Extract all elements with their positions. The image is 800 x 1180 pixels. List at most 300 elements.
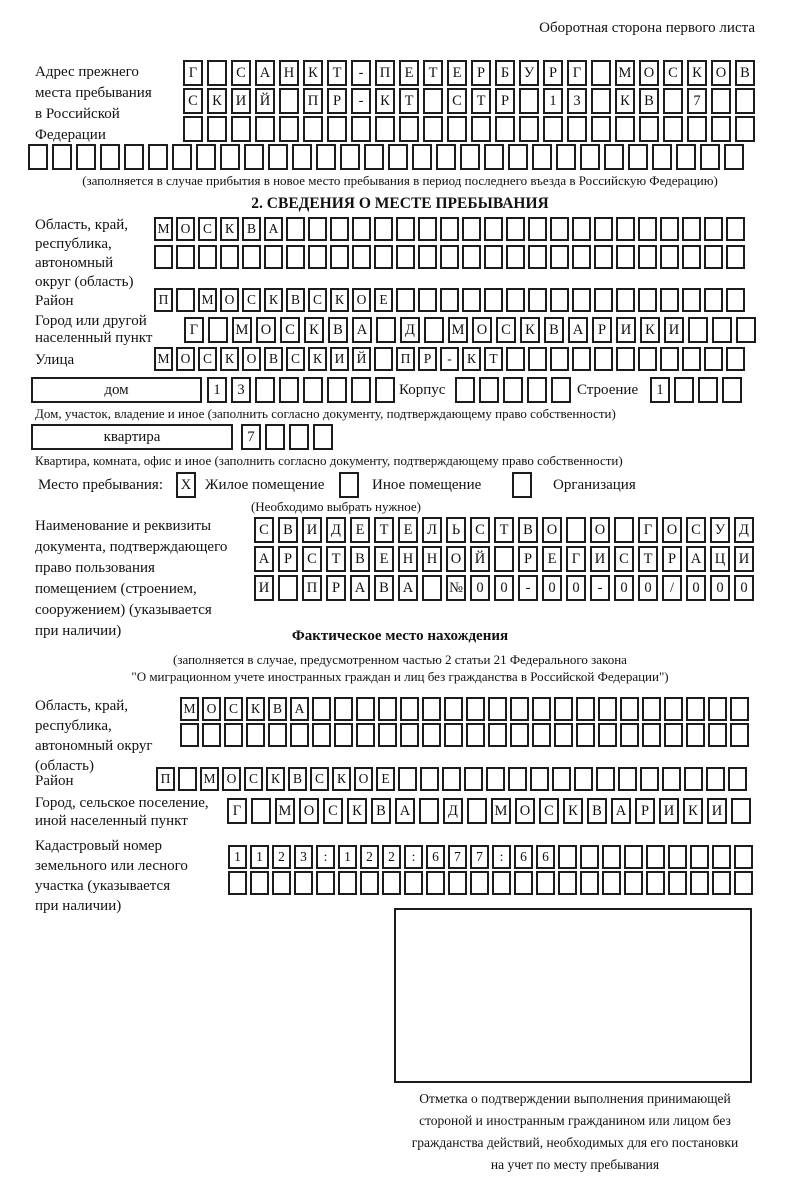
- form-cell[interactable]: К: [330, 288, 349, 312]
- form-cell[interactable]: [616, 217, 635, 241]
- form-cell[interactable]: [726, 245, 745, 269]
- form-cell[interactable]: С: [183, 88, 203, 114]
- form-cell[interactable]: [375, 377, 395, 403]
- form-cell[interactable]: Р: [543, 60, 563, 86]
- form-cell[interactable]: Р: [418, 347, 437, 371]
- form-cell[interactable]: К: [264, 288, 283, 312]
- form-cell[interactable]: [196, 144, 216, 170]
- form-cell[interactable]: Г: [638, 517, 658, 543]
- form-cell[interactable]: Л: [422, 517, 442, 543]
- form-cell[interactable]: Т: [484, 347, 503, 371]
- form-cell[interactable]: [596, 767, 615, 791]
- form-cell[interactable]: Е: [374, 288, 393, 312]
- form-cell[interactable]: Т: [471, 88, 491, 114]
- form-cell[interactable]: [327, 116, 347, 142]
- form-cell[interactable]: [528, 288, 547, 312]
- form-cell[interactable]: [462, 245, 481, 269]
- form-cell[interactable]: [172, 144, 192, 170]
- form-cell[interactable]: [566, 517, 586, 543]
- form-cell[interactable]: [303, 377, 323, 403]
- form-cell[interactable]: [422, 723, 441, 747]
- form-cell[interactable]: -: [590, 575, 610, 601]
- form-cell[interactable]: [711, 116, 731, 142]
- form-cell[interactable]: [265, 424, 285, 450]
- form-cell[interactable]: А: [254, 546, 274, 572]
- form-cell[interactable]: О: [352, 288, 371, 312]
- form-cell[interactable]: Д: [734, 517, 754, 543]
- form-cell[interactable]: [176, 245, 195, 269]
- form-cell[interactable]: [303, 116, 323, 142]
- form-cell[interactable]: Е: [374, 546, 394, 572]
- form-cell[interactable]: С: [447, 88, 467, 114]
- form-cell[interactable]: 1: [250, 845, 269, 869]
- form-cell[interactable]: Р: [662, 546, 682, 572]
- form-cell[interactable]: [460, 144, 480, 170]
- form-cell[interactable]: К: [220, 217, 239, 241]
- form-cell[interactable]: [664, 723, 683, 747]
- form-cell[interactable]: [471, 116, 491, 142]
- form-cell[interactable]: [308, 245, 327, 269]
- form-cell[interactable]: 2: [360, 845, 379, 869]
- form-cell[interactable]: М: [200, 767, 219, 791]
- form-cell[interactable]: [506, 347, 525, 371]
- form-cell[interactable]: В: [328, 317, 348, 343]
- form-cell[interactable]: С: [310, 767, 329, 791]
- form-cell[interactable]: [52, 144, 72, 170]
- form-cell[interactable]: [722, 377, 742, 403]
- form-cell[interactable]: [682, 347, 701, 371]
- form-cell[interactable]: С: [470, 517, 490, 543]
- form-cell[interactable]: [598, 697, 617, 721]
- form-cell[interactable]: Н: [398, 546, 418, 572]
- form-cell[interactable]: [374, 347, 393, 371]
- form-cell[interactable]: С: [254, 517, 274, 543]
- form-cell[interactable]: [550, 288, 569, 312]
- form-cell[interactable]: [704, 288, 723, 312]
- form-cell[interactable]: [554, 697, 573, 721]
- form-cell[interactable]: [488, 697, 507, 721]
- form-cell[interactable]: [180, 723, 199, 747]
- form-cell[interactable]: [327, 377, 347, 403]
- form-cell[interactable]: Д: [326, 517, 346, 543]
- form-cell[interactable]: [686, 723, 705, 747]
- form-cell[interactable]: [660, 288, 679, 312]
- form-cell[interactable]: [639, 116, 659, 142]
- form-cell[interactable]: А: [290, 697, 309, 721]
- form-cell[interactable]: И: [659, 798, 679, 824]
- form-cell[interactable]: Р: [518, 546, 538, 572]
- form-cell[interactable]: О: [446, 546, 466, 572]
- form-cell[interactable]: [330, 245, 349, 269]
- form-cell[interactable]: [440, 288, 459, 312]
- form-cell[interactable]: [376, 317, 396, 343]
- form-cell[interactable]: [316, 871, 335, 895]
- form-cell[interactable]: С: [496, 317, 516, 343]
- form-cell[interactable]: [506, 217, 525, 241]
- form-cell[interactable]: [527, 377, 547, 403]
- form-cell[interactable]: [352, 217, 371, 241]
- form-cell[interactable]: С: [280, 317, 300, 343]
- form-cell[interactable]: [676, 144, 696, 170]
- form-cell[interactable]: [551, 377, 571, 403]
- form-cell[interactable]: [668, 871, 687, 895]
- form-cell[interactable]: [503, 377, 523, 403]
- form-cell[interactable]: [660, 245, 679, 269]
- form-cell[interactable]: С: [302, 546, 322, 572]
- form-cell[interactable]: [682, 217, 701, 241]
- form-cell[interactable]: [444, 723, 463, 747]
- form-cell[interactable]: К: [375, 88, 395, 114]
- form-cell[interactable]: [734, 845, 753, 869]
- form-cell[interactable]: 1: [650, 377, 670, 403]
- form-cell[interactable]: В: [264, 347, 283, 371]
- form-cell[interactable]: 0: [614, 575, 634, 601]
- form-cell[interactable]: О: [542, 517, 562, 543]
- form-cell[interactable]: -: [351, 88, 371, 114]
- form-cell[interactable]: [512, 472, 532, 498]
- form-cell[interactable]: [698, 377, 718, 403]
- form-cell[interactable]: 7: [470, 845, 489, 869]
- form-cell[interactable]: [420, 767, 439, 791]
- form-cell[interactable]: К: [520, 317, 540, 343]
- form-cell[interactable]: [594, 288, 613, 312]
- form-cell[interactable]: [202, 723, 221, 747]
- form-cell[interactable]: [572, 347, 591, 371]
- form-cell[interactable]: [594, 217, 613, 241]
- form-cell[interactable]: 1: [228, 845, 247, 869]
- form-cell[interactable]: М: [491, 798, 511, 824]
- form-cell[interactable]: А: [350, 575, 370, 601]
- form-cell[interactable]: [400, 697, 419, 721]
- form-cell[interactable]: [268, 723, 287, 747]
- form-cell[interactable]: [528, 245, 547, 269]
- form-cell[interactable]: 0: [710, 575, 730, 601]
- form-cell[interactable]: И: [590, 546, 610, 572]
- form-cell[interactable]: [682, 288, 701, 312]
- form-cell[interactable]: [242, 245, 261, 269]
- form-cell[interactable]: [510, 723, 529, 747]
- form-cell[interactable]: В: [288, 767, 307, 791]
- form-cell[interactable]: [614, 517, 634, 543]
- form-cell[interactable]: [442, 767, 461, 791]
- form-cell[interactable]: [250, 871, 269, 895]
- form-cell[interactable]: Ц: [710, 546, 730, 572]
- form-cell[interactable]: [351, 377, 371, 403]
- form-cell[interactable]: А: [398, 575, 418, 601]
- form-cell[interactable]: [251, 798, 271, 824]
- form-cell[interactable]: Р: [326, 575, 346, 601]
- form-cell[interactable]: 0: [470, 575, 490, 601]
- form-cell[interactable]: [668, 845, 687, 869]
- form-cell[interactable]: [378, 723, 397, 747]
- form-cell[interactable]: [289, 424, 309, 450]
- form-cell[interactable]: Н: [422, 546, 442, 572]
- form-cell[interactable]: [339, 472, 359, 498]
- form-cell[interactable]: Т: [327, 60, 347, 86]
- form-cell[interactable]: [316, 144, 336, 170]
- form-cell[interactable]: 6: [426, 845, 445, 869]
- form-cell[interactable]: [506, 245, 525, 269]
- form-cell[interactable]: [418, 288, 437, 312]
- form-cell[interactable]: П: [156, 767, 175, 791]
- form-cell[interactable]: [711, 88, 731, 114]
- form-cell[interactable]: В: [735, 60, 755, 86]
- form-cell[interactable]: Р: [592, 317, 612, 343]
- form-cell[interactable]: [124, 144, 144, 170]
- form-cell[interactable]: [594, 347, 613, 371]
- form-cell[interactable]: [624, 845, 643, 869]
- form-cell[interactable]: Р: [471, 60, 491, 86]
- form-cell[interactable]: [375, 116, 395, 142]
- form-cell[interactable]: [712, 871, 731, 895]
- form-cell[interactable]: П: [302, 575, 322, 601]
- form-cell[interactable]: [176, 288, 195, 312]
- form-cell[interactable]: [231, 116, 251, 142]
- form-cell[interactable]: /: [662, 575, 682, 601]
- form-cell[interactable]: [484, 217, 503, 241]
- form-cell[interactable]: У: [710, 517, 730, 543]
- form-cell[interactable]: -: [351, 60, 371, 86]
- form-cell[interactable]: С: [323, 798, 343, 824]
- form-cell[interactable]: [422, 575, 442, 601]
- form-cell[interactable]: О: [711, 60, 731, 86]
- form-cell[interactable]: [76, 144, 96, 170]
- form-cell[interactable]: [455, 377, 475, 403]
- form-cell[interactable]: К: [207, 88, 227, 114]
- form-cell[interactable]: В: [518, 517, 538, 543]
- form-cell[interactable]: [246, 723, 265, 747]
- form-cell[interactable]: И: [330, 347, 349, 371]
- form-cell[interactable]: Т: [423, 60, 443, 86]
- form-cell[interactable]: [646, 845, 665, 869]
- form-cell[interactable]: [148, 144, 168, 170]
- form-cell[interactable]: Г: [183, 60, 203, 86]
- form-cell[interactable]: [550, 245, 569, 269]
- form-cell[interactable]: [278, 575, 298, 601]
- form-cell[interactable]: Й: [255, 88, 275, 114]
- form-cell[interactable]: О: [242, 347, 261, 371]
- form-cell[interactable]: Р: [278, 546, 298, 572]
- form-cell[interactable]: [494, 546, 514, 572]
- form-cell[interactable]: [228, 871, 247, 895]
- form-cell[interactable]: К: [615, 88, 635, 114]
- form-cell[interactable]: В: [544, 317, 564, 343]
- form-cell[interactable]: [519, 88, 539, 114]
- form-cell[interactable]: [486, 767, 505, 791]
- form-cell[interactable]: В: [639, 88, 659, 114]
- form-cell[interactable]: [734, 871, 753, 895]
- form-cell[interactable]: [423, 88, 443, 114]
- form-cell[interactable]: X: [176, 472, 196, 498]
- form-cell[interactable]: [374, 245, 393, 269]
- form-cell[interactable]: -: [518, 575, 538, 601]
- form-cell[interactable]: [334, 723, 353, 747]
- form-cell[interactable]: М: [232, 317, 252, 343]
- form-cell[interactable]: [484, 288, 503, 312]
- form-cell[interactable]: П: [396, 347, 415, 371]
- form-cell[interactable]: [642, 697, 661, 721]
- form-cell[interactable]: :: [316, 845, 335, 869]
- form-cell[interactable]: О: [202, 697, 221, 721]
- form-cell[interactable]: Й: [470, 546, 490, 572]
- form-cell[interactable]: [700, 144, 720, 170]
- form-cell[interactable]: [532, 697, 551, 721]
- form-cell[interactable]: О: [176, 347, 195, 371]
- form-cell[interactable]: К: [640, 317, 660, 343]
- form-cell[interactable]: С: [539, 798, 559, 824]
- form-cell[interactable]: [519, 116, 539, 142]
- form-cell[interactable]: [604, 144, 624, 170]
- form-cell[interactable]: Г: [184, 317, 204, 343]
- form-cell[interactable]: [660, 347, 679, 371]
- form-cell[interactable]: [418, 245, 437, 269]
- form-cell[interactable]: [620, 723, 639, 747]
- form-cell[interactable]: [663, 116, 683, 142]
- form-cell[interactable]: И: [734, 546, 754, 572]
- form-cell[interactable]: [466, 723, 485, 747]
- form-cell[interactable]: Т: [374, 517, 394, 543]
- form-cell[interactable]: 6: [514, 845, 533, 869]
- form-cell[interactable]: [638, 217, 657, 241]
- form-cell[interactable]: [356, 723, 375, 747]
- form-cell[interactable]: Т: [494, 517, 514, 543]
- form-cell[interactable]: О: [472, 317, 492, 343]
- form-cell[interactable]: И: [231, 88, 251, 114]
- form-cell[interactable]: [272, 871, 291, 895]
- form-cell[interactable]: 0: [494, 575, 514, 601]
- form-cell[interactable]: [598, 723, 617, 747]
- form-cell[interactable]: [462, 217, 481, 241]
- form-cell[interactable]: [506, 288, 525, 312]
- form-cell[interactable]: [255, 116, 275, 142]
- form-cell[interactable]: Ь: [446, 517, 466, 543]
- form-cell[interactable]: 0: [638, 575, 658, 601]
- form-cell[interactable]: Б: [495, 60, 515, 86]
- form-cell[interactable]: [558, 845, 577, 869]
- form-cell[interactable]: [374, 217, 393, 241]
- form-cell[interactable]: [686, 697, 705, 721]
- form-cell[interactable]: 2: [382, 845, 401, 869]
- form-cell[interactable]: [616, 245, 635, 269]
- form-cell[interactable]: [207, 60, 227, 86]
- form-cell[interactable]: [642, 723, 661, 747]
- form-cell[interactable]: [615, 116, 635, 142]
- form-cell[interactable]: О: [176, 217, 195, 241]
- form-cell[interactable]: И: [302, 517, 322, 543]
- form-cell[interactable]: Е: [447, 60, 467, 86]
- form-cell[interactable]: К: [332, 767, 351, 791]
- form-cell[interactable]: 6: [536, 845, 555, 869]
- form-cell[interactable]: [495, 116, 515, 142]
- form-cell[interactable]: К: [462, 347, 481, 371]
- form-cell[interactable]: 0: [734, 575, 754, 601]
- form-cell[interactable]: Г: [567, 60, 587, 86]
- form-cell[interactable]: О: [639, 60, 659, 86]
- form-cell[interactable]: [708, 697, 727, 721]
- form-cell[interactable]: [479, 377, 499, 403]
- form-cell[interactable]: [528, 347, 547, 371]
- form-cell[interactable]: [663, 88, 683, 114]
- form-cell[interactable]: Н: [279, 60, 299, 86]
- form-cell[interactable]: [440, 217, 459, 241]
- form-cell[interactable]: В: [587, 798, 607, 824]
- form-cell[interactable]: [382, 871, 401, 895]
- form-cell[interactable]: [467, 798, 487, 824]
- form-cell[interactable]: [726, 347, 745, 371]
- form-cell[interactable]: [464, 767, 483, 791]
- form-cell[interactable]: [424, 317, 444, 343]
- form-cell[interactable]: М: [275, 798, 295, 824]
- form-cell[interactable]: [404, 871, 423, 895]
- form-cell[interactable]: [488, 723, 507, 747]
- form-cell[interactable]: В: [286, 288, 305, 312]
- form-cell[interactable]: [735, 88, 755, 114]
- form-cell[interactable]: [736, 317, 756, 343]
- form-cell[interactable]: №: [446, 575, 466, 601]
- form-cell[interactable]: А: [686, 546, 706, 572]
- form-cell[interactable]: [726, 288, 745, 312]
- form-cell[interactable]: [536, 871, 555, 895]
- form-cell[interactable]: 7: [687, 88, 707, 114]
- form-cell[interactable]: [154, 245, 173, 269]
- form-cell[interactable]: [398, 767, 417, 791]
- form-cell[interactable]: [268, 144, 288, 170]
- form-cell[interactable]: [704, 217, 723, 241]
- form-cell[interactable]: [558, 871, 577, 895]
- form-cell[interactable]: Т: [399, 88, 419, 114]
- form-cell[interactable]: :: [404, 845, 423, 869]
- form-cell[interactable]: [255, 377, 275, 403]
- form-cell[interactable]: [572, 288, 591, 312]
- form-cell[interactable]: Й: [352, 347, 371, 371]
- form-cell[interactable]: Р: [327, 88, 347, 114]
- form-cell[interactable]: Е: [399, 60, 419, 86]
- form-cell[interactable]: [178, 767, 197, 791]
- form-cell[interactable]: О: [299, 798, 319, 824]
- form-cell[interactable]: [484, 144, 504, 170]
- form-cell[interactable]: [628, 144, 648, 170]
- form-cell[interactable]: С: [242, 288, 261, 312]
- form-cell[interactable]: Г: [227, 798, 247, 824]
- form-cell[interactable]: [735, 116, 755, 142]
- form-cell[interactable]: [514, 871, 533, 895]
- form-cell[interactable]: [508, 767, 527, 791]
- form-cell[interactable]: [279, 377, 299, 403]
- form-cell[interactable]: [576, 723, 595, 747]
- form-cell[interactable]: 1: [207, 377, 227, 403]
- form-cell[interactable]: [690, 871, 709, 895]
- form-cell[interactable]: [640, 767, 659, 791]
- form-cell[interactable]: [292, 144, 312, 170]
- form-cell[interactable]: [220, 144, 240, 170]
- form-cell[interactable]: [704, 347, 723, 371]
- form-cell[interactable]: [294, 871, 313, 895]
- form-cell[interactable]: [602, 871, 621, 895]
- form-cell[interactable]: [286, 217, 305, 241]
- form-cell[interactable]: [572, 245, 591, 269]
- form-cell[interactable]: С: [231, 60, 251, 86]
- form-cell[interactable]: [574, 767, 593, 791]
- form-cell[interactable]: В: [268, 697, 287, 721]
- form-cell[interactable]: К: [304, 317, 324, 343]
- form-cell[interactable]: [360, 871, 379, 895]
- form-cell[interactable]: [552, 767, 571, 791]
- form-cell[interactable]: [313, 424, 333, 450]
- form-cell[interactable]: [618, 767, 637, 791]
- form-cell[interactable]: О: [220, 288, 239, 312]
- form-cell[interactable]: 2: [272, 845, 291, 869]
- form-cell[interactable]: 7: [241, 424, 261, 450]
